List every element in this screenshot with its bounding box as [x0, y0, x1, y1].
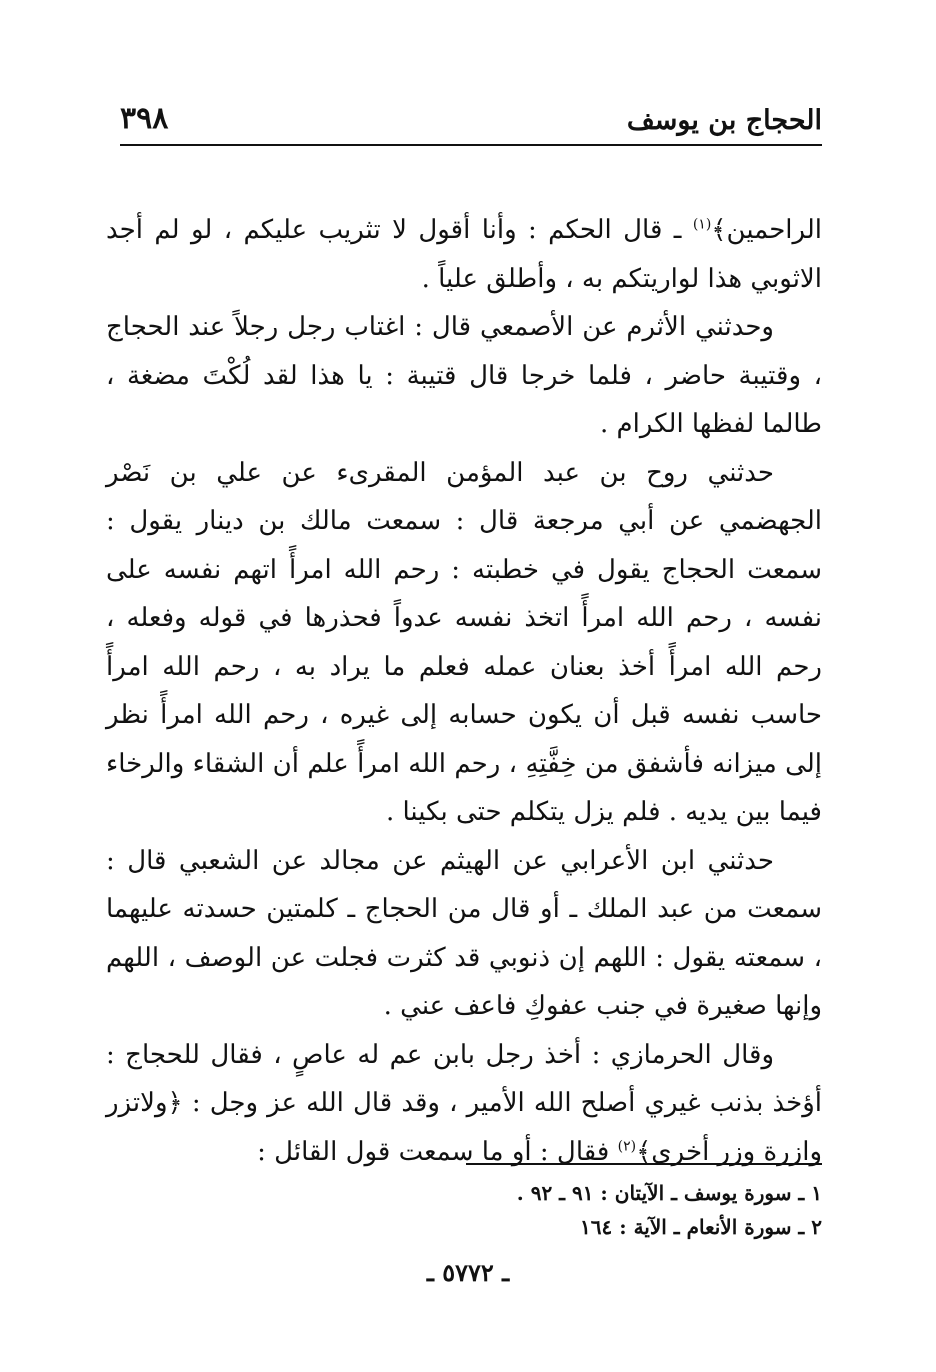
paragraph-text: فقال : أو ما سمعت قول القائل : — [257, 1136, 618, 1167]
paragraph — [106, 206, 822, 303]
footnote-marker: (٢) — [617, 1137, 637, 1154]
header-divider — [120, 144, 822, 146]
paragraph-text: الراحمين﴾ — [711, 215, 822, 245]
footnotes — [222, 1176, 822, 1244]
footnote-marker: (١) — [692, 216, 712, 233]
footnote: ٢ ـ سورة الأنعام ـ الآية : ١٦٤ — [580, 1215, 822, 1239]
paragraph: حدثني روح بن عبد المؤمن المقرىء عن علي بن نَصْر الجهضمي عن أبي مرجعة قال : سمعت مالك بن دينار يقول : سمعت الحجاج يقول في خطبته : رحم الله امرأً اتهم نفسه على نفسه ، رحم الله امرأً اتخذ نفسه عدواً فحذرها في قوله وفعله ، رحم الله امرأً أخذ بعنان عمله فعلم ما يراد به ، رحم الله امرأً حاسب نفسه قبل أن يكون حسابه إلى غيره ، رحم الله امرأً نظر إلى ميزانه فأشفق من خِفَّتِهِ ، رحم الله امرأً علم أن الشقاء والرخاء فيما بين يديه . فلم يزل يتكلم حتى بكينا . — [106, 457, 822, 827]
body-text — [106, 206, 822, 1176]
page-number: ٣٩٨ — [120, 101, 169, 136]
running-title: الحجاج بن يوسف — [626, 105, 822, 136]
paragraph-text: ـ قال الحكم : وأنا أقول لا تثريب عليكم ، لو لم أجد الاثوبي هذا لواريتكم به ، وأطلق علياً . — [106, 215, 822, 294]
folio-number: ـ ٥٧٧٢ ـ — [426, 1258, 510, 1287]
paragraph: حدثني ابن الأعرابي عن الهيثم عن مجالد عن الشعبي قال : سمعت من عبد الملك ـ أو قال من الحجاج ـ كلمتين حسدته عليهما ، سمعته يقول : اللهم إن ذنوبي قد كثرت فجلت عن الوصف ، اللهم وإنها صغيرة في جنب عفوكِ فاعف عني . — [106, 845, 822, 1021]
footnote: ١ ـ سورة يوسف ـ الآيتان : ٩١ ـ ٩٢ . — [516, 1181, 822, 1205]
page-header — [120, 96, 822, 136]
paragraph-text: وقال الحرمازي : أخذ رجل بابن عم له عاصٍ ، فقال للحجاج : أؤخذ بذنب غيري أصلح الله الأمير ، وقد قال الله عز وجل : ﴿ولاتزر وازرة وزر أخرى﴾ — [106, 1039, 822, 1167]
paragraph: وحدثني الأثرم عن الأصمعي قال : اغتاب رجل رجلاً عند الحجاج ، وقتيبة حاضر ، فلما خرجا قال قتيبة : يا هذا لقد لُكْتَ مضغة ، طالما لفظها الكرام . — [106, 312, 822, 439]
footnote-divider — [466, 1163, 822, 1165]
paragraph — [106, 1031, 822, 1177]
